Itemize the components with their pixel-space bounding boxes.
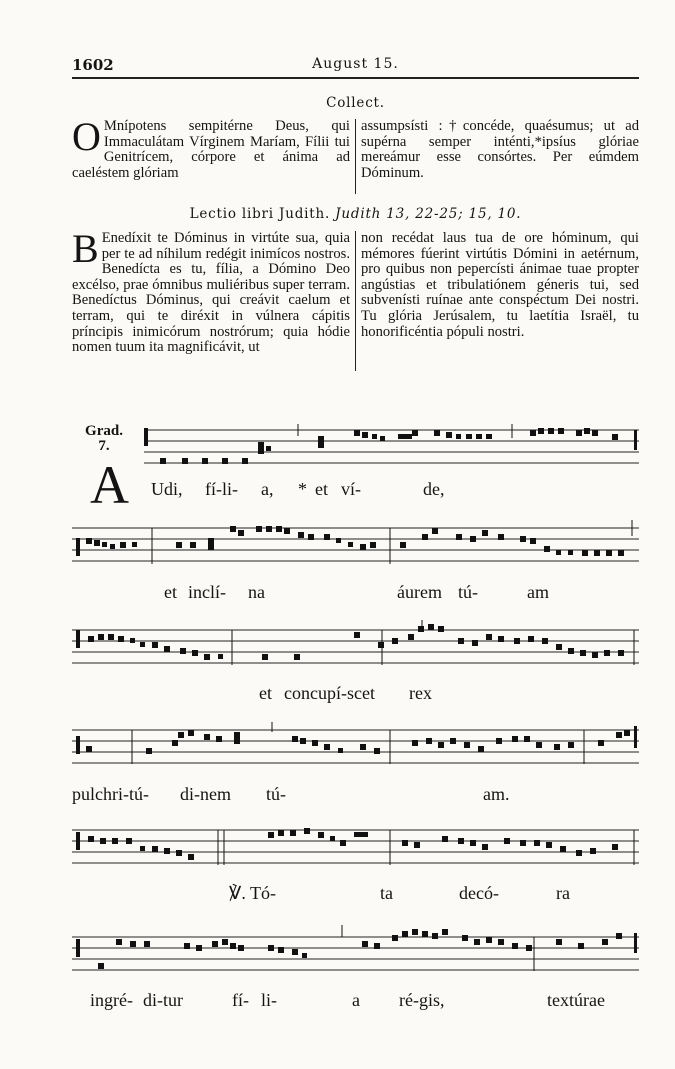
- lyric-syllable: textúrae: [547, 990, 605, 1010]
- lyric-syllable: áurem: [397, 582, 442, 602]
- lyrics-system-5: [0, 883, 675, 907]
- chant-staff-4: [72, 722, 639, 770]
- lyric-syllable: concupí-scet: [284, 683, 375, 703]
- lyrics-system-1: [0, 479, 675, 503]
- lesson-left-column: [72, 226, 350, 356]
- lyric-syllable: ra: [556, 883, 570, 903]
- lesson-heading: Lectio libri Judith.: [189, 206, 331, 222]
- lyric-syllable: tú-: [266, 784, 286, 804]
- lyric-syllable: rex: [409, 683, 432, 703]
- lesson-right-column: [361, 231, 639, 340]
- lyric-syllable: fí-: [232, 990, 249, 1010]
- lyric-syllable: et: [259, 683, 272, 703]
- lesson-drop-cap: B: [72, 226, 99, 271]
- lyric-syllable: Udi,: [151, 479, 183, 499]
- lyric-syllable: pulchri-tú-: [72, 784, 149, 804]
- lyric-syllable: et: [164, 582, 177, 602]
- header-rule: [72, 77, 639, 79]
- collect-right-text: assumpsísti :†concéde, quaésumus; ut ad supérna semper inténti,*ipsíus glóriae mereámur esse consórtes. Per eúmdem Dóminum.: [361, 118, 639, 181]
- collect-right-column: [361, 119, 639, 181]
- lyric-asterisk: *: [298, 479, 307, 499]
- lesson-left-text: Enedíxit te Dóminus in virtúte sua, quia per te ad níhilum redégit inimícos nostros. Benedícta es tu, fília, a Dómino Deo excélso, prae ómnibus muliéribus super terram. Benedíctus Dóminus, qui creávit caelum et terram, qui te diréxit in vúlnera cápitis príncipis inimicórum nostrórum; quia hódie nomen tuum ita magnificávit, ut: [72, 230, 350, 356]
- lyric-syllable: am: [527, 582, 549, 602]
- lyric-syllable: am.: [483, 784, 510, 804]
- chant-staff-5: [72, 820, 639, 868]
- lyric-syllable: ta: [380, 883, 393, 903]
- lyric-syllable: di-nem: [180, 784, 231, 804]
- lyrics-system-4: [0, 784, 675, 808]
- lyric-syllable: ingré-: [90, 990, 133, 1010]
- lyric-syllable: ví-: [341, 479, 361, 499]
- chant-staff-1: [72, 424, 639, 472]
- lyric-syllable: a,: [261, 479, 274, 499]
- chant-staff-6: [72, 925, 639, 973]
- chant-initial: A: [90, 455, 129, 515]
- lesson-reference: Judith 13, 22-25; 15, 10.: [335, 206, 522, 222]
- collect-left-text: Mnípotens sempitérne Deus, qui Immaculátam Vírginem Maríam, Fílii tui Genitrícem, córpore et ánima ad caeléstem glóriam: [72, 118, 350, 181]
- lesson-heading-row: [72, 206, 639, 222]
- lyric-syllable: di-tur: [143, 990, 183, 1010]
- lyric-syllable: inclí-: [188, 582, 226, 602]
- page-number: 1602: [72, 56, 114, 74]
- lyric-syllable: et: [315, 479, 328, 499]
- collect-heading: Collect.: [326, 95, 385, 111]
- lyric-syllable: a: [352, 990, 360, 1010]
- lyric-syllable: li-: [261, 990, 277, 1010]
- gradual-label-line2: 7.: [98, 438, 110, 454]
- page-header: [72, 52, 639, 80]
- gradual-label-line1: Grad.: [85, 423, 123, 439]
- chant-staff-3: [72, 620, 639, 668]
- collect-drop-cap: O: [72, 114, 101, 159]
- lyrics-system-6: [0, 990, 675, 1014]
- lyric-syllable: decó-: [459, 883, 499, 903]
- collect-left-column: [72, 114, 350, 181]
- lesson-column-rule: [355, 231, 356, 371]
- lyrics-system-2: [0, 582, 675, 606]
- lyric-syllable: ré-gis,: [399, 990, 445, 1010]
- lyric-syllable: de,: [423, 479, 445, 499]
- lyric-syllable: fí-li-: [205, 479, 238, 499]
- lyric-syllable: tú-: [458, 582, 478, 602]
- chant-staff-2: [72, 520, 639, 568]
- lyric-verse-start: ℣. Tó-: [229, 883, 276, 903]
- lyrics-system-3: [0, 683, 675, 707]
- lyric-syllable: na: [248, 582, 265, 602]
- collect-column-rule: [355, 119, 356, 194]
- lesson-right-text: non recédat laus tua de ore hóminum, qui mémores fúerint virtútis Dómini in aetérnum, pro quibus non pepercísti ánimae tuae propter angústias et tribulatiónem géneris tui, sed subvenísti ruínae ante conspéctum Dei nostri. Tu glória Jerúsalem, tu laetítia Israël, tu honorificéntia pópuli nostri.: [361, 230, 639, 340]
- running-title: August 15.: [312, 56, 399, 72]
